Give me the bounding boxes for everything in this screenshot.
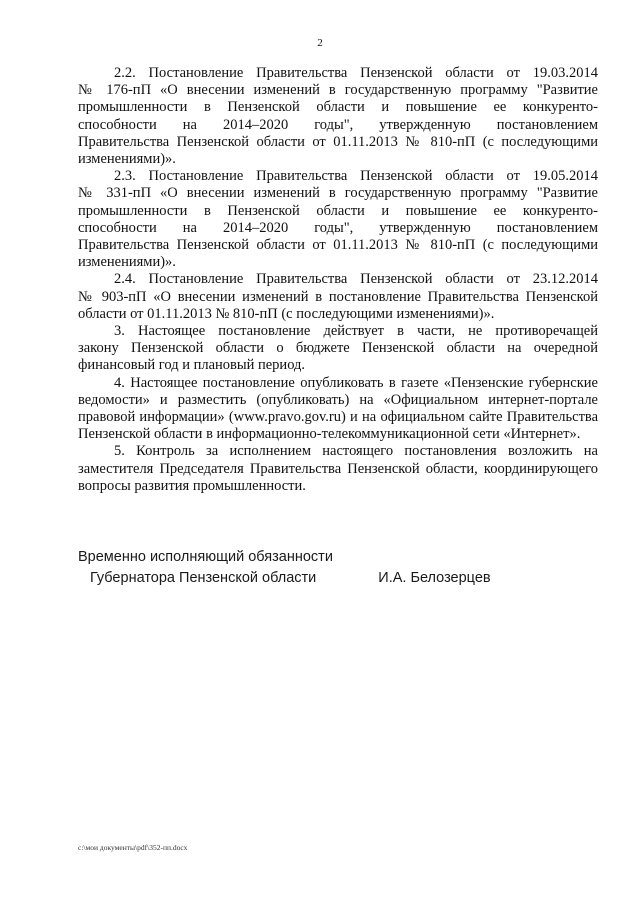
text-line: промышленности в Пензенской области и повышение ее конкуренто- [78, 202, 598, 219]
text-line: 4. Настоящее постановление опубликовать в газете «Пензенские губернские [114, 374, 598, 391]
text-line: изменениями)». [78, 254, 176, 271]
page-number: 2 [317, 37, 323, 49]
text-line: № 331-пП «О внесении изменений в государственную программу "Развитие [78, 185, 598, 202]
document-body [78, 65, 598, 495]
text-line: ведомости» и разместить (опубликовать) на «Официальном интернет-портале [78, 391, 598, 408]
paragraph-4 [78, 375, 598, 444]
text-line: 5. Контроль за исполнением настоящего постановления возложить на [114, 443, 598, 460]
text-line: Правительства Пензенской области от 01.11.2013 № 810-пП (с последующими [78, 133, 598, 150]
text-line: 2.3. Постановление Правительства Пензенской области от 19.05.2014 [114, 168, 598, 185]
text-line: 2.4. Постановление Правительства Пензенской области от 23.12.2014 [114, 271, 598, 288]
text-line: заместителя Председателя Правительства Пензенской области, координирующего [78, 460, 598, 477]
text-line: № 903-пП «О внесении изменений в постановление Правительства Пензенской [78, 288, 598, 305]
text-line: Правительства Пензенской области от 01.11.2013 № 810-пП (с последующими [78, 237, 598, 254]
paragraph-2-4 [78, 271, 598, 323]
signatory-name: И.А. Белозерцев [378, 570, 491, 586]
text-line: способности на 2014–2020 годы", утвержденную постановлением [78, 219, 598, 236]
paragraph-3 [78, 323, 598, 375]
text-line: вопросы развития промышленности. [78, 477, 306, 494]
paragraph-2-2 [78, 65, 598, 168]
signatory-position-line2 [78, 568, 598, 589]
text-line: области от 01.11.2013 № 810-пП (с последующими изменениями)». [78, 305, 495, 322]
text-line: изменениями)». [78, 151, 176, 168]
paragraph-5 [78, 443, 598, 495]
signatory-position-line1: Временно исполняющий обязанности [78, 549, 333, 565]
paragraph-2-3 [78, 168, 598, 271]
text-line: финансовый год и плановый период. [78, 357, 306, 374]
signature-block [78, 547, 598, 589]
text-line: № 176-пП «О внесении изменений в государственную программу "Развитие [78, 82, 598, 99]
file-path-footer: c:\мои документы\pdf\352-пп.docx [78, 843, 188, 852]
text-line: промышленности в Пензенской области и повышение ее конкуренто- [78, 99, 598, 116]
text-line: правовой информации» (www.pravo.gov.ru) и на официальном сайте Правительства [78, 409, 598, 426]
text-line: Пензенской области в информационно-телекоммуникационной сети «Интернет». [78, 426, 581, 443]
text-line: способности на 2014–2020 годы", утвержденную постановлением [78, 116, 598, 133]
text-line: закону Пензенской области о бюджете Пензенской области на очередной [78, 340, 598, 357]
text-line: 3. Настоящее постановление действует в части, не противоречащей [114, 323, 598, 340]
signatory-title: Губернатора Пензенской области [90, 570, 317, 586]
text-line: 2.2. Постановление Правительства Пензенской области от 19.03.2014 [114, 65, 598, 81]
